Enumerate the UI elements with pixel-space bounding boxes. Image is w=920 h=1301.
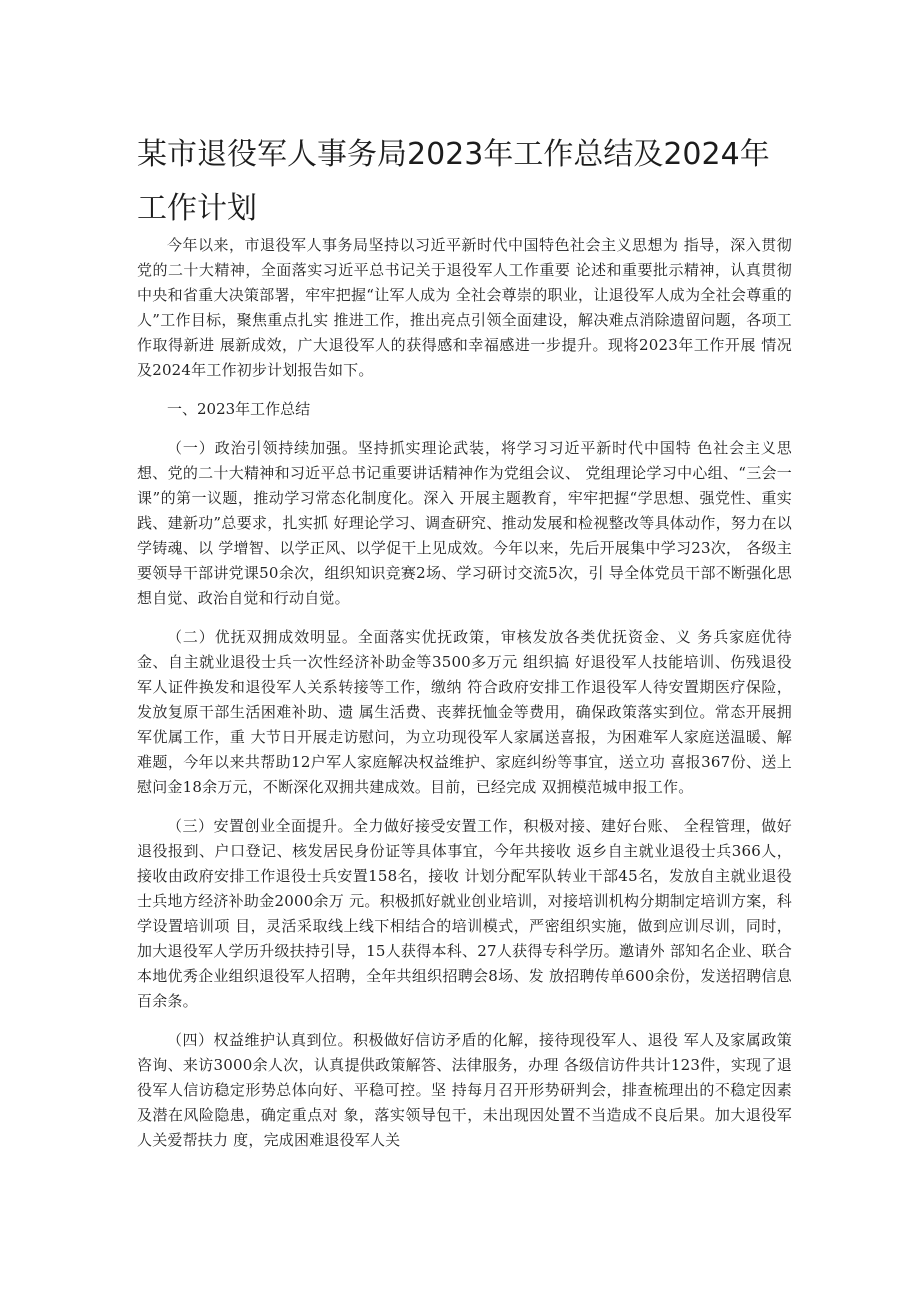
document-body (137, 233, 792, 1167)
paragraph-political-guidance: （一）政治引领持续加强。坚持抓实理论武装，将学习习近平新时代中国特 色社会主义思想、党的二十大精神和习近平总书记重要讲话精神作为党组会议、 党组理论学习中心组、“三会一课”的第一议题，推动学习常态化制度化。深入 开展主题教育，牢牢把握“学思想、强党性、重实践、建新功”总要求，扎实抓 好理论学习、调查研究、推动发展和检视整改等具体动作，努力在以学铸魂、以 学增智、以学正风、以学促干上见成效。今年以来，先后开展集中学习23次， 各级主要领导干部讲党课50余次，组织知识竞赛2场、学习研讨交流5次，引 导全体党员干部不断强化思想自觉、政治自觉和行动自觉。 (137, 439, 792, 607)
document-title: 某市退役军人事务局2023年工作总结及2024年工作计划 (137, 137, 770, 226)
section-heading: 一、2023年工作总结 (167, 400, 311, 418)
paragraph-rights-protection: （四）权益维护认真到位。积极做好信访矛盾的化解，接待现役军人、退役 军人及家属政策咨询、来访3000余人次，认真提供政策解答、法律服务，办理 各级信访件共计123件，实现了退役军人信访稳定形势总体向好、平稳可控。坚 持每月召开形势研判会，排查梳理出的不稳定因素及潜在风险隐患，确定重点对 象，落实领导包干，未出现因处置不当造成不良后果。加大退役军人关爱帮扶力 度，完成困难退役军人关 (137, 1031, 792, 1149)
intro-paragraph: 今年以来，市退役军人事务局坚持以习近平新时代中国特色社会主义思想为 指导，深入贯彻党的二十大精神，全面落实习近平总书记关于退役军人工作重要 论述和重要批示精神，认真贯彻中央和省重大决策部署，牢牢把握“让军人成为 全社会尊崇的职业，让退役军人成为全社会尊重的人”工作目标，聚焦重点扎实 推进工作，推出亮点引领全面建设，解决难点消除遗留问题，各项工作取得新进 展新成效，广大退役军人的获得感和幸福感进一步提升。现将2023年工作开展 情况及2024年工作初步计划报告如下。 (137, 236, 792, 379)
paragraph-resettlement: （三）安置创业全面提升。全力做好接受安置工作，积极对接、建好台账、 全程管理，做好退役报到、户口登记、核发居民身份证等具体事宜，今年共接收 返乡自主就业退役士兵366人，接收由政府安排工作退役士兵安置158名，接收 计划分配军队转业干部45名，发放自主就业退役士兵地方经济补助金2000余万 元。积极抓好就业创业培训，对接培训机构分期制定培训方案，科学设置培训项 目，灵活采取线上线下相结合的培训模式，严密组织实施，做到应训尽训，同时， 加大退役军人学历升级扶持引导，15人获得本科、27人获得专科学历。邀请外 部知名企业、联合本地优秀企业组织退役军人招聘，全年共组织招聘会8场、发 放招聘传单600余份，发送招聘信息百余条。 (137, 817, 792, 1010)
paragraph-preferential-care: （二）优抚双拥成效明显。全面落实优抚政策，审核发放各类优抚资金、义 务兵家庭优待金、自主就业退役士兵一次性经济补助金等3500多万元 组织搞 好退役军人技能培训、伤残退役军人证件换发和退役军人关系转接等工作，缴纳 符合政府安排工作退役军人待安置期医疗保险，发放复原干部生活困难补助、遗 属生活费、丧葬抚恤金等费用，确保政策落实到位。常态开展拥军优属工作，重 大节日开展走访慰问，为立功现役军人家属送喜报，为困难军人家庭送温暖、解 难题，今年以来共帮助12户军人家庭解决权益维护、家庭纠纷等事宜，送立功 喜报367份、送上慰问金18余万元，不断深化双拥共建成效。目前，已经完成 双拥模范城申报工作。 (137, 628, 792, 796)
